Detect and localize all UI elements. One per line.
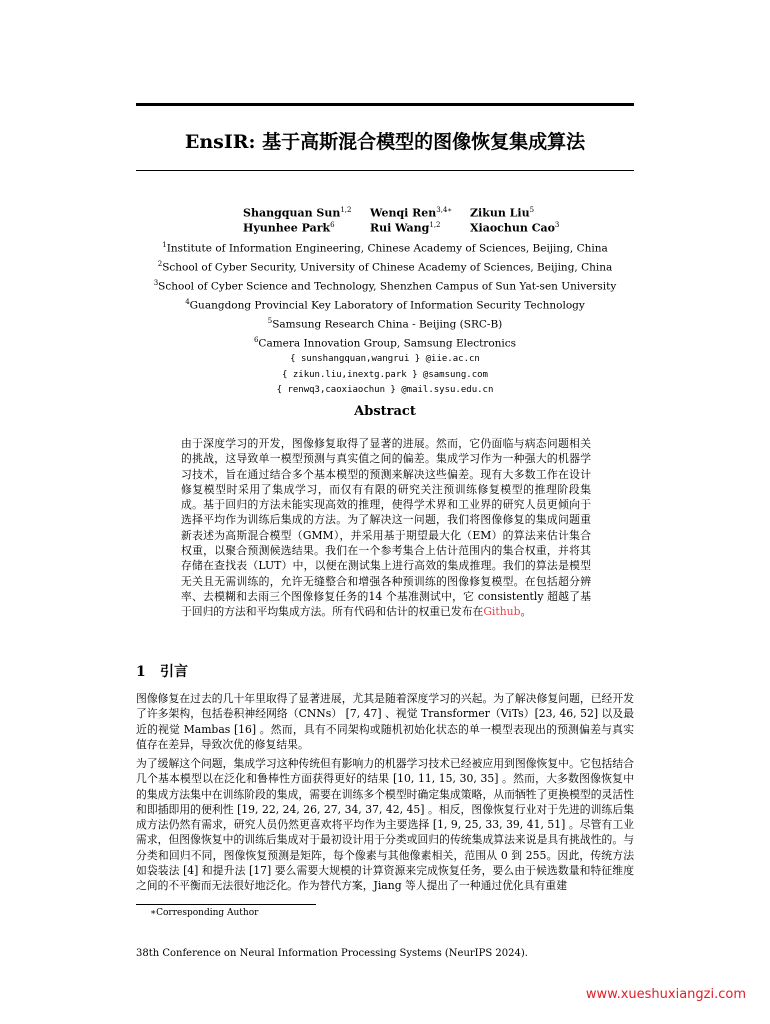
section-heading [136,661,188,681]
affiliation: $^5$Samsung Research China - Beijing (SRC-B) [267,317,503,331]
abstract-body: 由于深度学习的开发，图像修复取得了显著的进展。然而，它仍面临与病态问题相关的挑战，这导致单一模型预测与真实值之间的偏差。集成学习作为一种强大的机器学习技术，旨在通过结合多个基本模型的预测来解决这些偏差。现有大多数工作在设计修复模型时采用了集成学习，而仅有有限的研究关注预训练修复模型的推理阶段集成。基于回归的方法未能实现高效的推理，使得学术界和工业界的研究人员更倾向于选择平均作为训练后集成的方法。为了解决这一问题，我们将图像修复的集成问题重新表述为高斯混合模型（GMM），并采用基于期望最大化（EM）的算法来估计集合权重，以聚合预测候选结果。我们在一个参考集合上估计范围内的集合权重，并将其存储在查找表（LUT）中，以便在测试集上进行高效的集成推理。我们的算法是模型无关且无需训练的，允许无缝整合和增强各种预训练的图像修复模型。在包括超分辨率、去模糊和去雨三个图像修复任务的14 个基准测试中，它 consistently 超越了基于回归的方法和平均集成方法。所有代码和估计的权重已发布在Github。 [181,437,591,619]
author: Wenqi Ren$^{3,4∗}$ [370,206,453,220]
venue-note: 38th Conference on Neural Information Processing Systems (NeurIPS 2024). [136,948,528,959]
github-link[interactable]: Github [483,605,521,619]
watermark: www.xueshuxiangzi.com [585,987,746,1002]
intro-paragraph-1: 图像修复在过去的几十年里取得了显著进展，尤其是随着深度学习的兴起。为了解决修复问题，已经开发了许多架构，包括卷积神经网络（CNNs） [7, 47] 、视觉 Transformer（ViTs）[23, 46, 52] 以及最近的视觉 Mambas [16] 。然而，具有不同架构或随机初始化状态的单一模型表现出的预测偏差与真实值存在差异，导致次优的修复结果。 [136,692,634,751]
author: Hyunhee Park$^6$ [243,221,335,235]
affiliation: $^2$School of Cyber Security, University of Chinese Academy of Sciences, Beijing, China [157,260,613,274]
footnote-rule [136,904,316,905]
section-number: 1 [136,664,146,680]
author: Shangquan Sun$^{1,2}$ [243,206,352,220]
author: Xiaochun Cao$^3$ [470,221,560,235]
affiliation: $^4$Guangdong Provincial Key Laboratory of Information Security Technology [185,298,585,312]
footnote: ∗Corresponding Author [150,908,259,918]
affiliations [0,238,770,399]
email: { zikun.liu,inextg.park } @samsung.com [282,369,488,380]
intro-paragraph-2: 为了缓解这个问题，集成学习这种传统但有影响力的机器学习技术已经被应用到图像恢复中。它包括结合几个基本模型以在泛化和鲁棒性方面获得更好的结果 [10, 11, 15, 30, 35] 。然而，大多数图像恢复中的集成方法集中在训练阶段的集成，需要在训练多个模型时确定集成策略，从而牺牲了更换模型的灵活性和即插即用的便利性 [19, 22, 24, 26, 27, 34, 37, 42, 45] 。相反，图像恢复行业对于先进的训练后集成方法仍然有需求，研究人员仍然更喜欢将平均作为主要选择 [1, 9, 25, 33, 39, 41, 51] 。尽管有工业需求，但图像恢复中的训练后集成对于最初设计用于分类或回归的传统集成算法来说是具有挑战性的。与分类和回归不同，图像恢复预测是矩阵，每个像素与其他像素相关，范围从 0 到 255。因此，传统方法如袋装法 [4] 和提升法 [17] 要么需要大规模的计算资源来完成恢复任务，要么由于候选数量和特征维度之间的不平衡而无法很好地泛化。作为替代方案，Jiang 等人提出了一种通过优化具有重建 [136,757,634,893]
paper-title: EnsIR: 基于高斯混合模型的图像恢复集成算法 [184,131,586,153]
title-rule-top [136,103,634,106]
abstract-heading: Abstract [354,404,416,419]
affiliation: $^3$School of Cyber Science and Technology, Shenzhen Campus of Sun Yat-sen University [153,279,617,293]
author: Rui Wang$^{1,2}$ [370,221,441,235]
affiliation: $^1$Institute of Information Engineering, Chinese Academy of Sciences, Beijing, China [162,241,608,255]
email: { sunshangquan,wangrui } @iie.ac.cn [290,354,480,364]
title-rule-bottom [136,170,634,171]
section-title: 引言 [160,664,188,680]
email: { renwq3,caoxiaochun } @mail.sysu.edu.cn [276,385,494,395]
author: Zikun Liu$^5$ [470,206,535,220]
affiliation: $^6$Camera Innovation Group, Samsung Electronics [253,336,517,350]
